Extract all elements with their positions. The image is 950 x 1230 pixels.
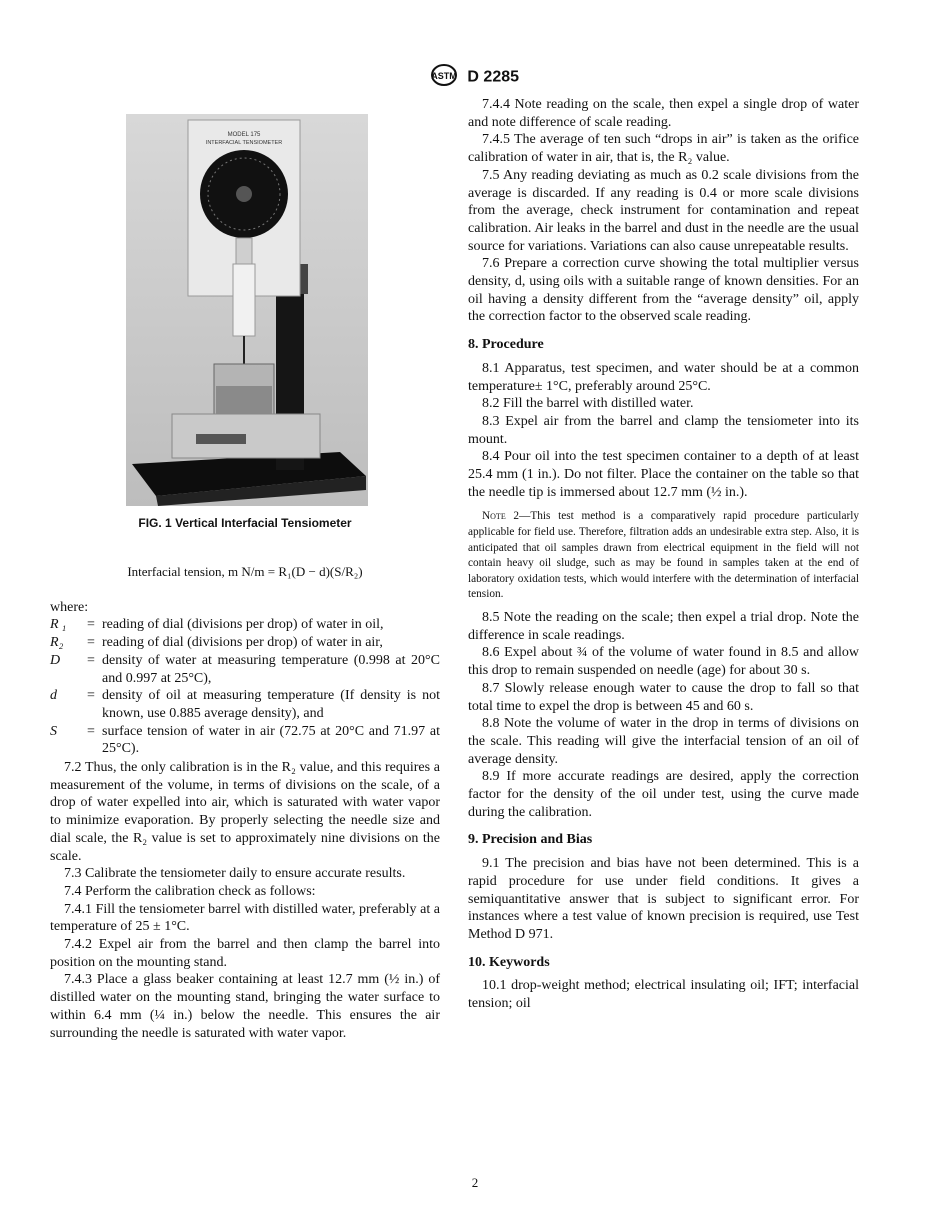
definition-text: density of oil at measuring temperature (If density is not known, use 0.885 average density), and [102,688,440,721]
paragraph: 8.4 Pour oil into the test specimen container to a depth of at least 25.4 mm (1 in.). Do not filter. Place the container on the table so that the needle tip is immersed about 12.7 mm (½ in.). [468,449,859,500]
definition-symbol: R ₁ [50,617,67,633]
paragraph: 8.9 If more accurate readings are desired, apply the correction factor for the density of the oil under test, using the curve made during the calibration. [468,769,859,820]
definition-text: reading of dial (divisions per drop) of water in oil, [102,617,384,633]
tensiometer-photo [126,114,368,506]
document-designation: D 2285 [467,68,520,86]
definition-text: surface tension of water in air (72.75 at 20°C and 71.97 at 25°C). [102,723,440,757]
astm-logo-icon [431,64,457,91]
definition-row [50,687,440,722]
where-label: where: [50,599,89,615]
definition-row [50,634,440,652]
figure-caption: FIG. 1 Vertical Interfacial Tensiometer [138,516,352,530]
definition-text: reading of dial (divisions per drop) of water in air, [102,635,383,651]
left-column [50,96,440,1042]
section-9-heading: 9. Precision and Bias [468,832,593,848]
paragraph: 7.3 Calibrate the tensiometer daily to ensure accurate results. [64,866,406,882]
calibration-paragraphs [468,96,859,326]
note-label: Note 2 [482,510,520,523]
paragraph: 7.2 Thus, the only calibration is in the R₂ value, and this requires a measurement of the volume, in terms of divisions on the scale, of a drop of water expelled into air, which is saturated with water vapor to minimize evaporation. By properly selecting the needle size and dial scale, the R₂ value is set to approximately nine divisions on the scale. [50,760,440,864]
paragraph: 7.5 Any reading deviating as much as 0.2 scale divisions from the average is discarded. If any reading is 0.4 or more scale divisions from the average, check instrument for contamination and repeat calibration. Air leaks in the barrel and dust in the needle are the usual source for variations. Variations can also cause unrepeatable results. [468,167,859,254]
paragraph: 7.6 Prepare a correction curve showing the total multiplier versus density, d, using oils with a suitable range of known densities. For an oil having a density different from the “average density” oil, apply the correction factor to the observed scale reading. [468,256,859,325]
paragraph: 8.1 Apparatus, test specimen, and water should be at a common temperature± 1°C, preferably around 25°C. [468,360,859,394]
paragraph: 7.4.4 Note reading on the scale, then expel a single drop of water and note difference of scale reading. [468,97,859,130]
definition-row [50,652,440,687]
section-9-paragraphs [468,855,859,944]
section-8-paragraphs [468,360,859,502]
page-number: 2 [471,1175,479,1190]
definition-equals: = [87,688,95,704]
section-8-heading: 8. Procedure [468,337,544,353]
section-10-paragraphs [468,977,859,1012]
paragraph: 8.6 Expel about ¾ of the volume of water found in 8.5 and allow this drop to remain suspended on needle (age) for about 30 s. [468,645,859,679]
definition-symbol: d [50,688,57,704]
paragraph: 8.3 Expel air from the barrel and clamp the tensiometer into its mount. [468,413,859,447]
note-text: —This test method is a comparatively rapid procedure particularly applicable for field use. Therefore, filtration adds an undesirable extra step. Also, it is anticipated that oil samples drawn from electrical equipment in the field will not contain heavy oil sludge, such as may be found in samples taken at the end of laboratory oxidation tests, which would interfere with the determination of interfacial tension. [468,510,860,601]
figure-1 [50,96,440,530]
definition-equals: = [87,635,95,651]
paragraph: 8.7 Slowly release enough water to cause the drop to fall so that total time to expel the drop is between 45 and 60 s. [468,680,859,714]
definitions-table [50,616,440,758]
definition-row [50,723,440,758]
definition-equals: = [87,652,95,668]
paragraph: 8.8 Note the volume of water in the drop in terms of divisions on the scale. This reading will give the interfacial tension of an oil of average density. [468,716,859,767]
paragraph: 7.4.1 Fill the tensiometer barrel with distilled water, preferably at a temperature of 25 ± 1°C. [50,901,440,935]
page-header [0,64,950,91]
definition-symbol: S [50,723,57,739]
definition-equals: = [87,617,95,633]
definition-text: density of water at measuring temperature (0.998 at 20°C and 0.997 at 25°C), [102,652,440,686]
paragraph: 7.4.5 The average of ten such “drops in air” is taken as the orifice calibration of water in air, that is, the R₂ value. [468,132,859,166]
definition-symbol: R₂ [50,635,64,651]
interfacial-tension-equation: Interfacial tension, m N/m = R₁(D − d)(S/R₂) [127,564,363,579]
definition-row [50,616,440,634]
left-paragraphs [50,759,440,1042]
svg-text:ASTM: ASTM [431,71,457,81]
note-2 [468,509,859,603]
paragraph: 7.4 Perform the calibration check as follows: [64,883,316,899]
paragraph: 7.4.3 Place a glass beaker containing at least 12.7 mm (½ in.) of distilled water on the mounting stand, bringing the water surface to within 6.4 mm (¼ in.) below the needle. This ensures the air surrounding the needle is saturated with water vapor. [50,972,440,1041]
paragraph: 9.1 The precision and bias have not been determined. This is a rapid procedure for use under field conditions. It gives a semiquantitative answer that is subject to significant error. For instances where a test value of known precision is required, use Test Method D 971. [468,856,859,942]
section-8-paragraphs-continued [468,609,859,821]
right-column [468,96,859,1013]
paragraph: 10.1 drop-weight method; electrical insulating oil; IFT; interfacial tension; oil [468,978,859,1012]
svg-text:INTERFACIAL TENSIOMETER: INTERFACIAL TENSIOMETER [205,140,283,146]
definition-equals: = [87,723,95,739]
section-10-heading: 10. Keywords [468,954,550,970]
definition-symbol: D [50,652,61,668]
paragraph: 8.2 Fill the barrel with distilled water. [482,396,694,412]
paragraph: 8.5 Note the reading on the scale; then expel a trial drop. Note the difference in scale readings. [468,610,859,643]
svg-text:MODEL 175: MODEL 175 [227,132,261,138]
paragraph: 7.4.2 Expel air from the barrel and then clamp the barrel into position on the mounting stand. [50,937,440,970]
